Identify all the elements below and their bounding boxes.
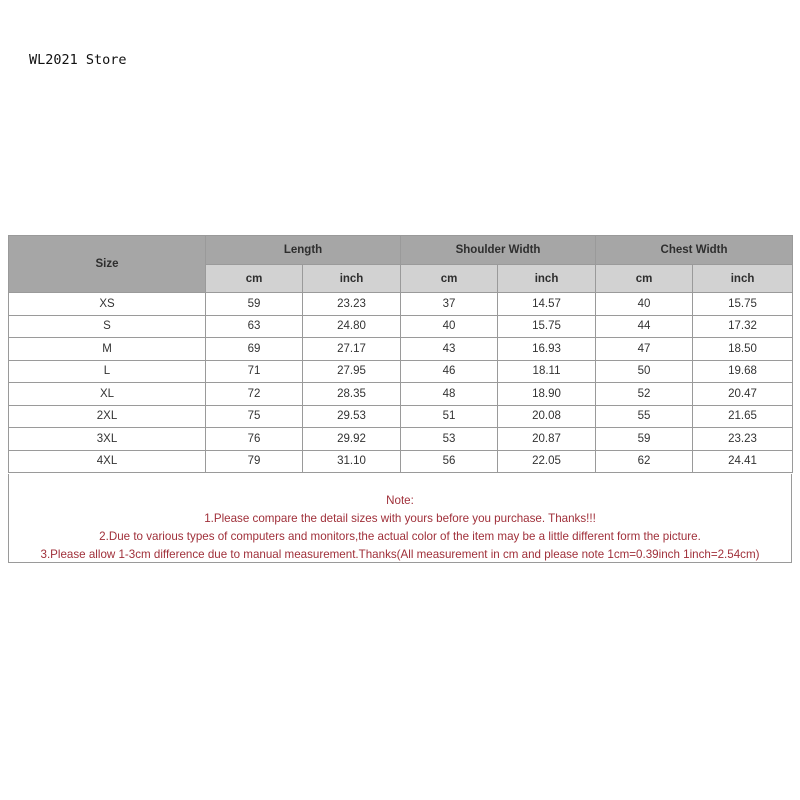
value-cell: 50 bbox=[596, 360, 693, 383]
unit-header: inch bbox=[693, 265, 793, 293]
value-cell: 47 bbox=[596, 338, 693, 361]
size-cell: XL bbox=[9, 383, 206, 406]
value-cell: 15.75 bbox=[498, 315, 596, 338]
value-cell: 27.95 bbox=[303, 360, 401, 383]
value-cell: 43 bbox=[401, 338, 498, 361]
table-row bbox=[9, 428, 793, 451]
table-row bbox=[9, 383, 793, 406]
value-cell: 37 bbox=[401, 293, 498, 316]
value-cell: 20.87 bbox=[498, 428, 596, 451]
unit-header: inch bbox=[303, 265, 401, 293]
store-name: WL2021 Store bbox=[29, 52, 127, 68]
size-cell: M bbox=[9, 338, 206, 361]
size-header: Size bbox=[9, 236, 206, 293]
value-cell: 24.80 bbox=[303, 315, 401, 338]
size-cell: L bbox=[9, 360, 206, 383]
value-cell: 16.93 bbox=[498, 338, 596, 361]
value-cell: 18.50 bbox=[693, 338, 793, 361]
unit-header: cm bbox=[596, 265, 693, 293]
value-cell: 40 bbox=[401, 315, 498, 338]
table-row bbox=[9, 450, 793, 473]
value-cell: 44 bbox=[596, 315, 693, 338]
size-cell: 3XL bbox=[9, 428, 206, 451]
value-cell: 51 bbox=[401, 405, 498, 428]
table-row bbox=[9, 338, 793, 361]
size-chart-table bbox=[8, 235, 793, 473]
value-cell: 59 bbox=[596, 428, 693, 451]
value-cell: 23.23 bbox=[303, 293, 401, 316]
note-line: 2.Due to various types of computers and monitors,the actual color of the item may be a little different form the picture. bbox=[99, 530, 701, 543]
value-cell: 79 bbox=[206, 450, 303, 473]
value-cell: 20.08 bbox=[498, 405, 596, 428]
value-cell: 72 bbox=[206, 383, 303, 406]
value-cell: 59 bbox=[206, 293, 303, 316]
value-cell: 75 bbox=[206, 405, 303, 428]
value-cell: 27.17 bbox=[303, 338, 401, 361]
table-row bbox=[9, 315, 793, 338]
length-header: Length bbox=[206, 236, 401, 265]
value-cell: 29.53 bbox=[303, 405, 401, 428]
value-cell: 53 bbox=[401, 428, 498, 451]
size-cell: S bbox=[9, 315, 206, 338]
value-cell: 40 bbox=[596, 293, 693, 316]
value-cell: 55 bbox=[596, 405, 693, 428]
value-cell: 69 bbox=[206, 338, 303, 361]
value-cell: 18.90 bbox=[498, 383, 596, 406]
unit-header: cm bbox=[206, 265, 303, 293]
size-cell: 4XL bbox=[9, 450, 206, 473]
chest-width-header: Chest Width bbox=[596, 236, 793, 265]
value-cell: 56 bbox=[401, 450, 498, 473]
value-cell: 15.75 bbox=[693, 293, 793, 316]
value-cell: 62 bbox=[596, 450, 693, 473]
value-cell: 71 bbox=[206, 360, 303, 383]
size-cell: 2XL bbox=[9, 405, 206, 428]
note-title: Note: bbox=[386, 494, 414, 507]
value-cell: 21.65 bbox=[693, 405, 793, 428]
notes-box bbox=[8, 474, 792, 563]
value-cell: 29.92 bbox=[303, 428, 401, 451]
note-line: 1.Please compare the detail sizes with yours before you purchase. Thanks!!! bbox=[204, 512, 596, 525]
value-cell: 20.47 bbox=[693, 383, 793, 406]
value-cell: 18.11 bbox=[498, 360, 596, 383]
value-cell: 14.57 bbox=[498, 293, 596, 316]
value-cell: 46 bbox=[401, 360, 498, 383]
value-cell: 19.68 bbox=[693, 360, 793, 383]
value-cell: 31.10 bbox=[303, 450, 401, 473]
value-cell: 28.35 bbox=[303, 383, 401, 406]
value-cell: 24.41 bbox=[693, 450, 793, 473]
shoulder-width-header: Shoulder Width bbox=[401, 236, 596, 265]
unit-header: inch bbox=[498, 265, 596, 293]
note-line: 3.Please allow 1-3cm difference due to manual measurement.Thanks(All measurement in cm and please note 1cm=0.39inch 1inch=2.54cm) bbox=[40, 548, 760, 561]
value-cell: 17.32 bbox=[693, 315, 793, 338]
value-cell: 76 bbox=[206, 428, 303, 451]
unit-header: cm bbox=[401, 265, 498, 293]
table-row bbox=[9, 293, 793, 316]
value-cell: 23.23 bbox=[693, 428, 793, 451]
value-cell: 52 bbox=[596, 383, 693, 406]
value-cell: 63 bbox=[206, 315, 303, 338]
table-row bbox=[9, 360, 793, 383]
table-row bbox=[9, 405, 793, 428]
value-cell: 22.05 bbox=[498, 450, 596, 473]
size-cell: XS bbox=[9, 293, 206, 316]
value-cell: 48 bbox=[401, 383, 498, 406]
